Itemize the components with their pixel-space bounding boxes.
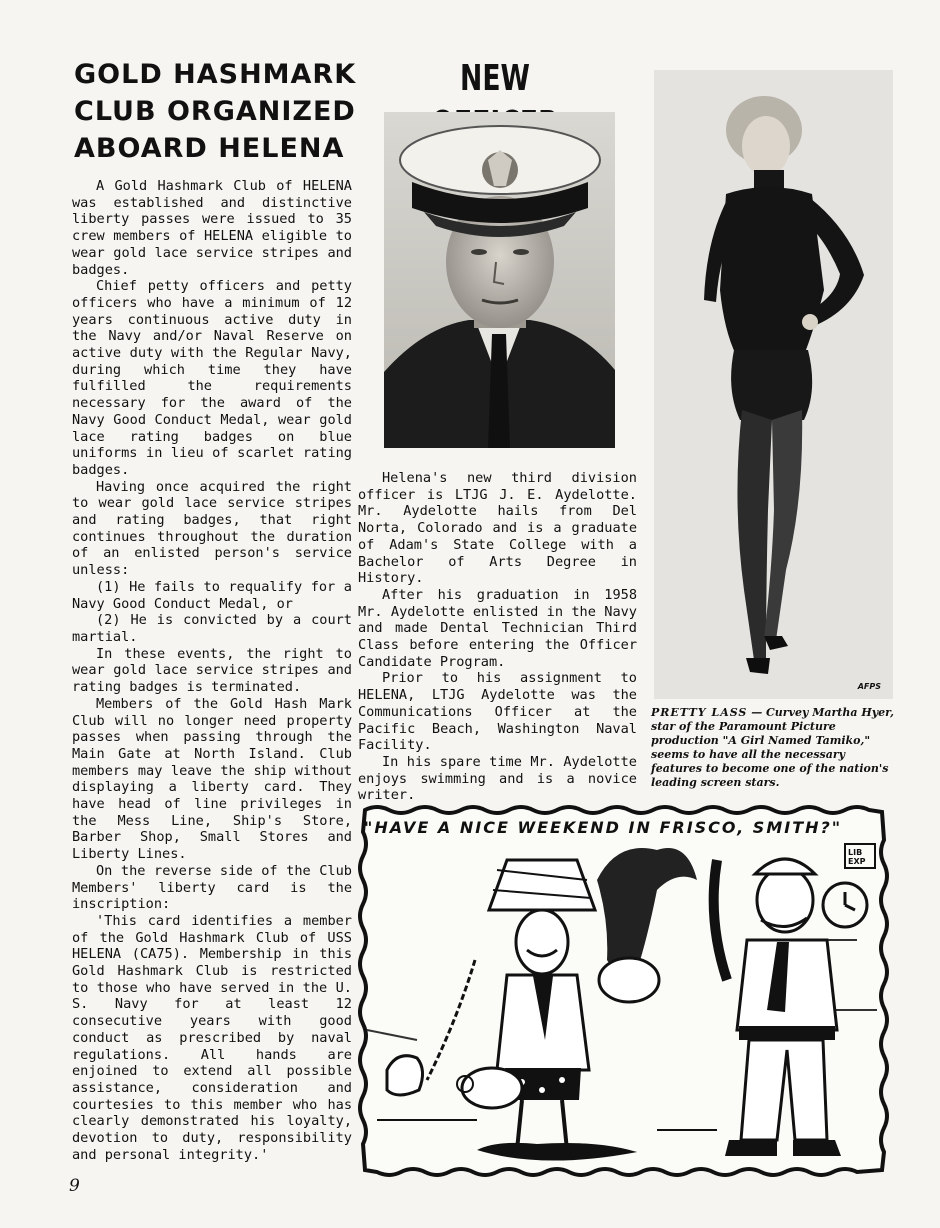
article-paragraph: Prior to his assignment to HELENA, LTJG Aydelotte was the Communications Officer at the Pacific Beach, Washington Naval Facility. xyxy=(358,670,637,754)
article-paragraph: 'This card identifies a member of the Gold Hashmark Club of USS HELENA (CA75). Membership in this Gold Hashmark Club is restricted to those who have served in the U. S. Navy for at least 12 consecutive years with good conduct as prescribed by naval regulations. All hands are enjoined to extend all possible assistance, consideration and courtesies to this member who has clearly demonstrated his loyalty, devotion to duty, responsibility and personal integrity.' xyxy=(72,912,352,1163)
photo-credit: AFPS xyxy=(857,682,881,691)
left-headline-line-3: ABOARD HELENA xyxy=(74,133,345,164)
new-officer-article xyxy=(358,470,637,804)
article-paragraph: Chief petty officers and petty officers who have a minimum of 12 years continuous active duty in the Navy and/or Naval Reserve on active duty with the Regular Navy, during which time they have fulfilled the requirements necessary for the award of the Navy Good Conduct Medal, wear gold lace rating badges on blue uniforms in lieu of scarlet rating badges. xyxy=(72,278,352,478)
new-officer-headline: NEW xyxy=(460,58,530,99)
cartoon-sign: LIB EXP xyxy=(848,848,866,866)
article-paragraph: In these events, the right to wear gold lace service stripes and rating badges is terminated. xyxy=(72,645,352,696)
photo-caption xyxy=(651,706,895,790)
actress-photo xyxy=(654,70,893,699)
article-list-item: (2) He is convicted by a court martial. xyxy=(72,612,352,645)
caption-lead: PRETTY LASS xyxy=(651,706,748,719)
left-headline-line-2: CLUB ORGANIZED xyxy=(74,96,356,127)
article-paragraph: Having once acquired the right to wear gold lace service stripes and rating badges, that right continues throughout the duration of an enlisted person's service unless: xyxy=(72,478,352,579)
cartoon-illustration xyxy=(357,800,890,1178)
article-paragraph: A Gold Hashmark Club of HELENA was established and distinctive liberty passes were issued to 35 crew members of HELENA eligible to wear gold lace service stripes and badges. xyxy=(72,178,352,278)
officer-portrait-photo xyxy=(384,112,615,448)
article-paragraph: On the reverse side of the Club Members' liberty card is the inscription: xyxy=(72,862,352,913)
article-paragraph: After his graduation in 1958 Mr. Aydelotte enlisted in the Navy and made Dental Technician Third Class before entering the Officer Candidate Program. xyxy=(358,586,637,670)
cartoon-caption: "HAVE A NICE WEEKEND IN FRISCO, SMITH?" xyxy=(364,818,843,837)
article-paragraph: Members of the Gold Hash Mark Club will no longer need property passes when passing through the Main Gate at North Island. Club members may leave the ship without displaying a liberty card. They have head of line privileges in the Mess Line, Ship's Store, Barber Shop, Small Stores and Liberty Lines. xyxy=(72,695,352,863)
article-paragraph: Helena's new third division officer is LTJG J. E. Aydelotte. Mr. Aydelotte hails from Del Norta, Colorado and is a graduate of Adam's State College with a Bachelor of Arts Degree in History. xyxy=(358,470,637,587)
page-number: 9 xyxy=(69,1176,80,1196)
article-list-item: (1) He fails to requalify for a Navy Good Conduct Medal, or xyxy=(72,578,352,612)
left-headline-line-1: GOLD HASHMARK xyxy=(74,59,357,90)
gold-hashmark-article xyxy=(72,178,352,1163)
caption-text: — Curvey Martha Hyer, star of the Paramount Picture production "A Girl Named Tamiko," seems to have all the necessary features to become one of the nation's leading screen stars. xyxy=(651,706,894,789)
left-headline xyxy=(74,56,364,167)
article-paragraph: In his spare time Mr. Aydelotte enjoys swimming and is a novice writer. xyxy=(358,753,637,804)
